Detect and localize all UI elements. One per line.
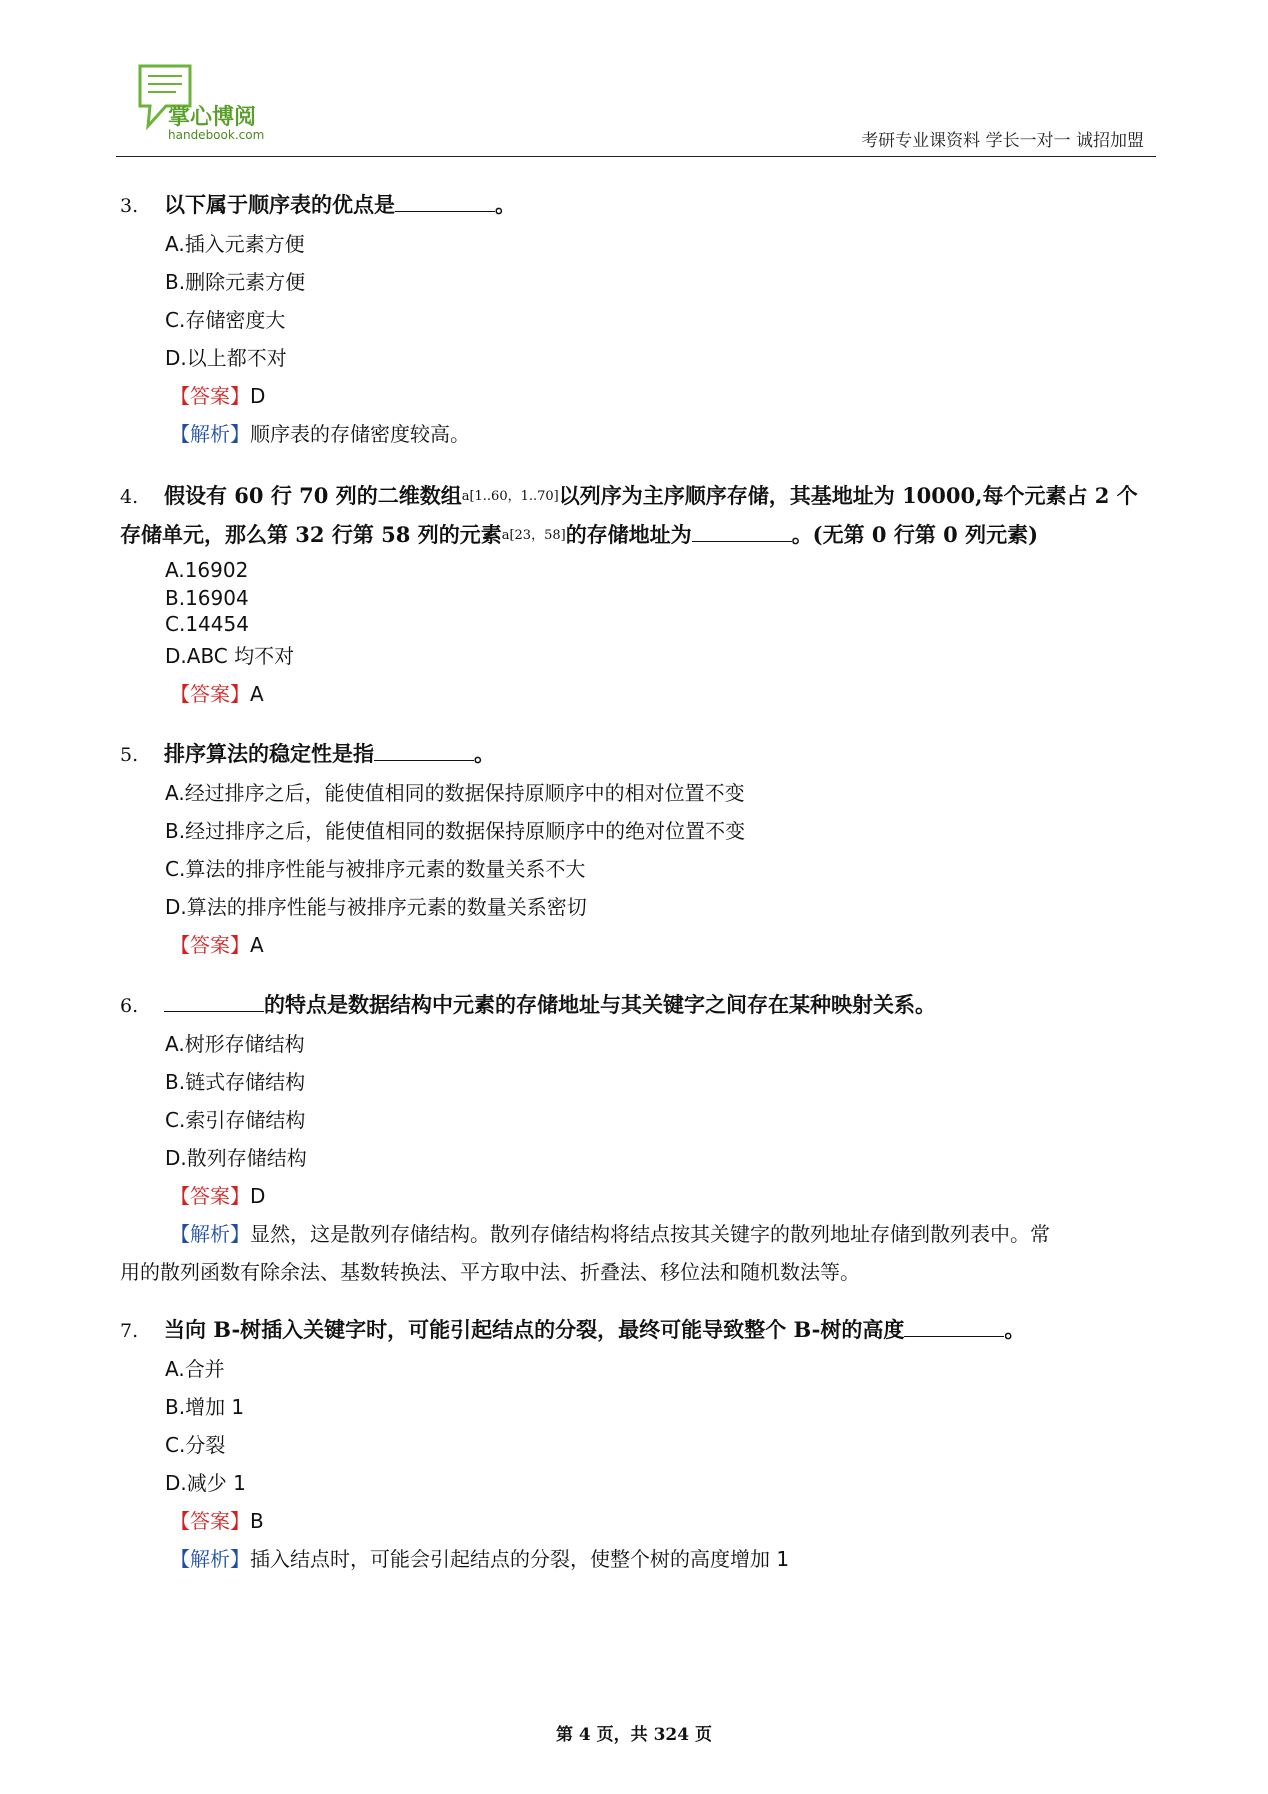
option: C.索引存储结构 — [165, 1108, 306, 1132]
answer-tag: 【答案】 — [170, 1509, 250, 1533]
option: D.算法的排序性能与被排序元素的数量关系密切 — [165, 895, 587, 919]
header-tagline: 考研专业课资料 学长一对一 诚招加盟 — [861, 131, 1144, 151]
question-stem: 6. 的特点是数据结构中元素的存储地址与其关键字之间存在某种映射关系。 — [120, 986, 1160, 1025]
answer-tag: 【答案】 — [170, 1184, 250, 1208]
question-stem: 5. 排序算法的稳定性是指 。 — [120, 735, 1160, 774]
answer-value: B — [250, 1509, 264, 1533]
answer-blank — [164, 1010, 264, 1012]
answer-value: D — [250, 384, 266, 408]
analysis-text: 顺序表的存储密度较高。 — [250, 422, 470, 446]
answer-line — [120, 377, 1160, 415]
option: A.插入元素方便 — [165, 232, 305, 256]
question-number: 3. — [120, 195, 139, 217]
option: A.16902 — [165, 558, 249, 582]
question-3 — [120, 186, 1160, 453]
logo-name: 掌心博阅 — [168, 105, 257, 130]
option: A.树形存储结构 — [165, 1032, 305, 1056]
answer-value: A — [250, 933, 264, 957]
option: D.ABC 均不对 — [165, 644, 295, 668]
option: B.链式存储结构 — [165, 1070, 306, 1094]
answer-tag: 【答案】 — [170, 384, 250, 408]
option: C.存储密度大 — [165, 308, 286, 332]
page-content — [120, 186, 1160, 1578]
question-number: 7. — [120, 1320, 139, 1342]
analysis-tag: 【解析】 — [170, 1547, 250, 1571]
answer-line — [120, 1177, 1160, 1215]
option: D.散列存储结构 — [165, 1146, 307, 1170]
answer-line — [120, 675, 1160, 713]
question-number: 4. — [120, 486, 139, 508]
answer-line — [120, 1502, 1160, 1540]
question-stem: 4. 假设有 60 行 70 列的二维数组a[1..60，1..70]以列序为主序顺序存储，其基地址为 10000,每个元素占 2 个 — [120, 477, 1160, 516]
analysis-line — [120, 1540, 1160, 1578]
option: A.经过排序之后，能使值相同的数据保持原顺序中的相对位置不变 — [165, 781, 745, 805]
option: C.算法的排序性能与被排序元素的数量关系不大 — [165, 857, 586, 881]
answer-blank — [692, 540, 792, 542]
logo-url: handebook.com — [168, 128, 265, 142]
page-header — [116, 58, 1156, 157]
question-stem-cont: 存储单元，那么第 32 行第 58 列的元素a[23，58]的存储地址为 。(无第 0 行第 0 列元素) — [120, 522, 1039, 547]
answer-blank — [374, 759, 474, 761]
option: A.合并 — [165, 1357, 225, 1381]
answer-blank — [395, 210, 495, 212]
option: B.16904 — [165, 586, 249, 610]
page-footer: 第 4 页，共 324 页 — [556, 1725, 712, 1745]
answer-blank — [904, 1335, 1004, 1337]
analysis-tag: 【解析】 — [170, 1222, 250, 1246]
question-5 — [120, 735, 1160, 964]
option: D.减少 1 — [165, 1471, 246, 1495]
analysis-line — [120, 1215, 1160, 1253]
answer-value: A — [250, 682, 264, 706]
option: B.增加 1 — [165, 1395, 245, 1419]
analysis-tag: 【解析】 — [170, 422, 250, 446]
question-6 — [120, 986, 1160, 1291]
question-number: 6. — [120, 995, 139, 1017]
question-7 — [120, 1311, 1160, 1578]
question-number: 5. — [120, 744, 139, 766]
option: C.分裂 — [165, 1433, 226, 1457]
answer-line — [120, 926, 1160, 964]
answer-tag: 【答案】 — [170, 933, 250, 957]
option: B.经过排序之后，能使值相同的数据保持原顺序中的绝对位置不变 — [165, 819, 746, 843]
option: C.14454 — [165, 612, 249, 636]
question-stem: 3. 以下属于顺序表的优点是 。 — [120, 186, 1160, 225]
answer-value: D — [250, 1184, 266, 1208]
question-4 — [120, 477, 1160, 713]
option: D.以上都不对 — [165, 346, 287, 370]
analysis-line — [120, 415, 1160, 453]
analysis-text: 插入结点时，可能会引起结点的分裂，使整个树的高度增加 1 — [250, 1547, 790, 1571]
answer-tag: 【答案】 — [170, 682, 250, 706]
analysis-text: 显然，这是散列存储结构。散列存储结构将结点按其关键字的散列地址存储到散列表中。常 — [250, 1222, 1050, 1246]
option: B.删除元素方便 — [165, 270, 306, 294]
analysis-text-cont: 用的散列函数有除余法、基数转换法、平方取中法、折叠法、移位法和随机数法等。 — [120, 1260, 860, 1284]
question-stem: 7. 当向 B-树插入关键字时，可能引起结点的分裂，最终可能导致整个 B-树的高度 。 — [120, 1311, 1160, 1350]
